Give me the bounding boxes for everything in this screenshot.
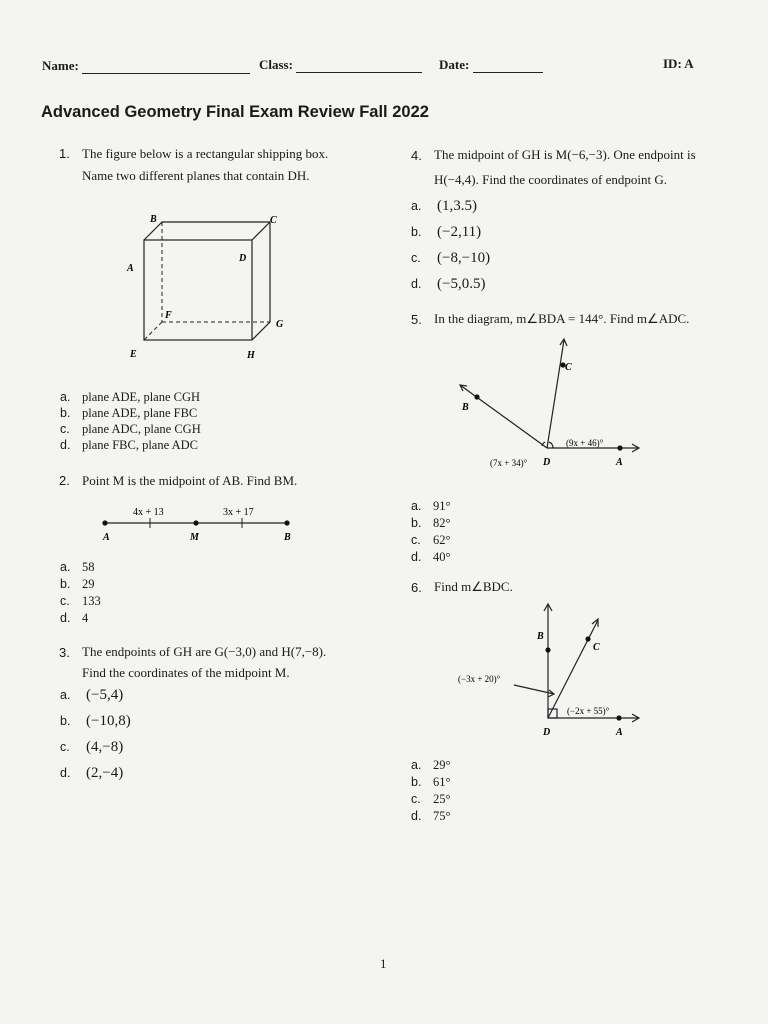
box-edge-dc bbox=[252, 222, 270, 240]
question-1-text bbox=[82, 145, 328, 185]
option-text: (−10,8) bbox=[86, 713, 131, 729]
angle-label-cda: (−2x + 55)° bbox=[567, 706, 610, 716]
answer-option[interactable] bbox=[411, 774, 451, 791]
vertex-label-h: H bbox=[247, 350, 255, 361]
answer-option[interactable] bbox=[411, 515, 451, 532]
option-text: 29 bbox=[82, 577, 95, 591]
answer-option[interactable] bbox=[60, 760, 131, 786]
option-text: 25° bbox=[433, 792, 451, 806]
answer-option[interactable] bbox=[60, 421, 201, 437]
page-number: 1 bbox=[380, 956, 387, 971]
option-letter: b. bbox=[60, 577, 71, 591]
class-blank[interactable] bbox=[296, 72, 422, 73]
option-text: 4 bbox=[82, 611, 89, 625]
option-text: 133 bbox=[82, 594, 101, 608]
option-letter: d. bbox=[411, 277, 422, 291]
answer-option[interactable] bbox=[60, 389, 201, 405]
id-label: ID: A bbox=[663, 56, 694, 71]
option-text: 82° bbox=[433, 516, 451, 530]
point-label-d: D bbox=[543, 727, 551, 738]
answer-option[interactable] bbox=[60, 559, 101, 576]
option-letter: a. bbox=[60, 390, 71, 404]
option-letter: a. bbox=[411, 499, 422, 513]
option-letter: c. bbox=[60, 740, 70, 754]
option-letter: b. bbox=[60, 406, 71, 420]
point-label-b: B bbox=[284, 532, 291, 543]
point-label-a: A bbox=[616, 727, 623, 738]
option-letter: c. bbox=[60, 594, 70, 608]
answer-option[interactable] bbox=[60, 734, 131, 760]
point-c bbox=[585, 636, 590, 641]
ray-db bbox=[460, 385, 547, 448]
option-text: 75° bbox=[433, 809, 451, 823]
question-5-options bbox=[411, 498, 451, 566]
answer-option[interactable] bbox=[411, 193, 490, 219]
option-text: (2,−4) bbox=[86, 765, 124, 781]
class-label: Class: bbox=[259, 57, 293, 72]
box-hidden-edge-fe bbox=[144, 322, 162, 340]
question-2-text: Point M is the midpoint of AB. Find BM. bbox=[82, 473, 298, 488]
answer-option[interactable] bbox=[60, 593, 101, 610]
angle-label-bdc: (−3x + 20)° bbox=[458, 674, 501, 684]
option-text: (−2,11) bbox=[437, 224, 482, 240]
option-text: plane ADE, plane FBC bbox=[82, 406, 198, 420]
segment-label-mb: 3x + 17 bbox=[223, 507, 254, 518]
question-6-text: Find m∠BDC. bbox=[434, 579, 513, 594]
point-label-b: B bbox=[462, 402, 469, 413]
option-text: (1,3.5) bbox=[437, 198, 477, 214]
question-3-options bbox=[60, 682, 131, 786]
answer-option[interactable] bbox=[411, 808, 451, 825]
option-text: 40° bbox=[433, 550, 451, 564]
option-text: plane ADE, plane CGH bbox=[82, 390, 201, 404]
question-1-line-1: The figure below is a rectangular shipping box. bbox=[82, 146, 329, 161]
option-text: 58 bbox=[82, 560, 95, 574]
option-text: (−5,0.5) bbox=[437, 276, 486, 292]
question-3-line-1: The endpoints of GH are G(−3,0) and H(7,−8). bbox=[82, 644, 327, 659]
option-letter: b. bbox=[411, 516, 422, 530]
option-text: plane FBC, plane ADC bbox=[82, 438, 198, 452]
name-field bbox=[42, 58, 250, 74]
option-letter: d. bbox=[411, 550, 422, 564]
option-text: (−5,4) bbox=[86, 687, 124, 703]
answer-option[interactable] bbox=[60, 682, 131, 708]
answer-option[interactable] bbox=[60, 576, 101, 593]
question-4-text bbox=[434, 146, 696, 189]
answer-option[interactable] bbox=[60, 405, 201, 421]
option-letter: c. bbox=[411, 792, 421, 806]
option-text: (−8,−10) bbox=[437, 250, 491, 266]
question-4-line-1: The midpoint of GH is M(−6,−3). One endpoint is bbox=[434, 147, 696, 162]
question-4-line-2: H(−4,4). Find the coordinates of endpoint G. bbox=[434, 172, 667, 187]
date-blank[interactable] bbox=[473, 72, 543, 73]
ray-dc bbox=[547, 340, 564, 448]
option-letter: c. bbox=[411, 251, 421, 265]
option-letter: b. bbox=[411, 775, 422, 789]
option-letter: d. bbox=[60, 611, 71, 625]
option-letter: d. bbox=[60, 766, 71, 780]
date-field bbox=[439, 57, 543, 73]
point-label-d: D bbox=[543, 457, 551, 468]
angle-label-bdc: (7x + 34)° bbox=[490, 458, 528, 468]
point-label-c: C bbox=[593, 642, 600, 653]
answer-option[interactable] bbox=[60, 437, 201, 453]
option-letter: a. bbox=[60, 688, 71, 702]
vertex-label-b: B bbox=[150, 214, 157, 225]
shipping-box-figure bbox=[120, 210, 290, 365]
segment-label-am: 4x + 13 bbox=[133, 507, 164, 518]
angle-label-adc: (9x + 46)° bbox=[566, 438, 604, 448]
page-title: Advanced Geometry Final Exam Review Fall 2022 bbox=[41, 103, 429, 121]
angle-arc-d bbox=[549, 442, 553, 448]
box-front-face bbox=[144, 240, 252, 340]
question-3-line-2: Find the coordinates of the midpoint M. bbox=[82, 665, 290, 680]
question-6-options bbox=[411, 757, 451, 825]
option-letter: a. bbox=[60, 560, 71, 574]
option-letter: c. bbox=[411, 533, 421, 547]
option-letter: d. bbox=[60, 438, 71, 452]
question-3-text bbox=[82, 643, 326, 682]
option-letter: a. bbox=[411, 758, 422, 772]
vertex-label-e: E bbox=[130, 349, 137, 360]
option-letter: c. bbox=[60, 422, 70, 436]
question-5-text: In the diagram, m∠BDA = 144°. Find m∠ADC. bbox=[434, 311, 690, 326]
point-a bbox=[617, 445, 622, 450]
answer-option[interactable] bbox=[60, 610, 101, 627]
option-letter: b. bbox=[60, 714, 71, 728]
answer-option[interactable] bbox=[411, 219, 490, 245]
answer-option[interactable] bbox=[411, 245, 490, 271]
ray-dc bbox=[548, 620, 598, 718]
point-b bbox=[474, 394, 479, 399]
point-a bbox=[102, 520, 107, 525]
date-label: Date: bbox=[439, 57, 470, 72]
point-label-a: A bbox=[103, 532, 110, 543]
question-2-options bbox=[60, 559, 101, 627]
option-letter: d. bbox=[411, 809, 422, 823]
option-text: (4,−8) bbox=[86, 739, 124, 755]
name-blank[interactable] bbox=[82, 73, 250, 74]
vertex-label-g: G bbox=[276, 319, 284, 330]
question-4-options bbox=[411, 193, 490, 297]
answer-option[interactable] bbox=[411, 271, 490, 297]
option-text: plane ADC, plane CGH bbox=[82, 422, 201, 436]
point-label-a: A bbox=[616, 457, 623, 468]
question-number: 5. bbox=[411, 312, 422, 327]
option-text: 29° bbox=[433, 758, 451, 772]
option-letter: a. bbox=[411, 199, 422, 213]
question-number: 4. bbox=[411, 148, 422, 163]
answer-option[interactable] bbox=[411, 498, 451, 515]
point-a bbox=[616, 715, 621, 720]
question-number: 3. bbox=[59, 645, 70, 660]
name-label: Name: bbox=[42, 58, 79, 73]
option-text: 91° bbox=[433, 499, 451, 513]
segment-ab-figure bbox=[95, 502, 305, 544]
question-1-line-2: Name two different planes that contain DH. bbox=[82, 168, 310, 183]
point-m bbox=[193, 520, 198, 525]
angle-bdc-figure bbox=[450, 598, 650, 740]
option-letter: b. bbox=[411, 225, 422, 239]
vertex-label-c: C bbox=[270, 215, 277, 226]
question-number: 6. bbox=[411, 580, 422, 595]
option-text: 61° bbox=[433, 775, 451, 789]
class-field bbox=[259, 57, 422, 73]
vertex-label-f: F bbox=[165, 310, 172, 321]
point-label-c: C bbox=[565, 362, 572, 373]
point-b bbox=[545, 647, 550, 652]
point-b bbox=[284, 520, 289, 525]
question-number: 2. bbox=[59, 473, 70, 488]
answer-option[interactable] bbox=[411, 532, 451, 549]
vertex-label-a: A bbox=[127, 263, 134, 274]
answer-option[interactable] bbox=[411, 757, 451, 774]
answer-option[interactable] bbox=[411, 549, 451, 566]
question-number: 1. bbox=[59, 146, 70, 161]
point-label-b: B bbox=[537, 631, 544, 642]
answer-option[interactable] bbox=[60, 708, 131, 734]
option-text: 62° bbox=[433, 533, 451, 547]
vertex-label-d: D bbox=[239, 253, 247, 264]
angle-bda-figure bbox=[448, 334, 648, 474]
point-label-m: M bbox=[190, 532, 199, 543]
question-1-options bbox=[60, 389, 201, 453]
answer-option[interactable] bbox=[411, 791, 451, 808]
